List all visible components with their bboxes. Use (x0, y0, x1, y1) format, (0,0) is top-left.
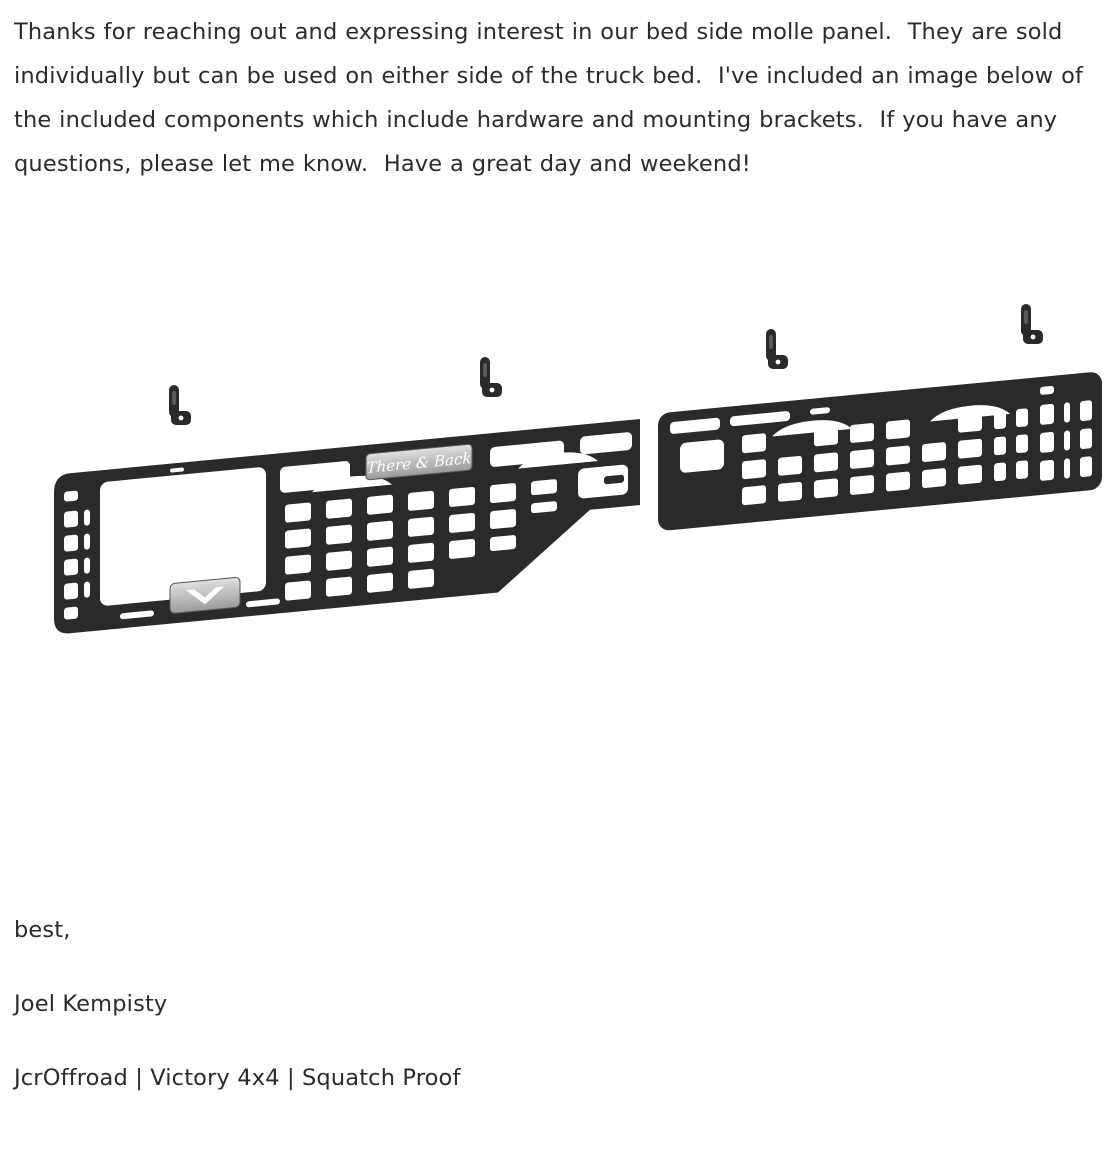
signature-company: JcrOffroad | Victory 4x4 | Squatch Proof (14, 1065, 461, 1091)
badge-text: There & Back (366, 449, 472, 478)
email-body (14, 10, 1104, 186)
right-molle-panel (658, 371, 1102, 531)
signature-name: Joel Kempisty (14, 991, 168, 1017)
molle-panel-image (30, 295, 1110, 705)
left-molle-panel (54, 419, 640, 635)
victory-logo-badge (170, 577, 240, 614)
email-body-text: Thanks for reaching out and expressing interest in our bed side molle panel. They are sold individually but can be used on either side of the truck bed. I've included an image below of the included components which include hardware and mounting brackets. If you have any questions, please let me know. Have a great day and weekend! (14, 19, 1091, 177)
signature-closing: best, (14, 917, 71, 943)
